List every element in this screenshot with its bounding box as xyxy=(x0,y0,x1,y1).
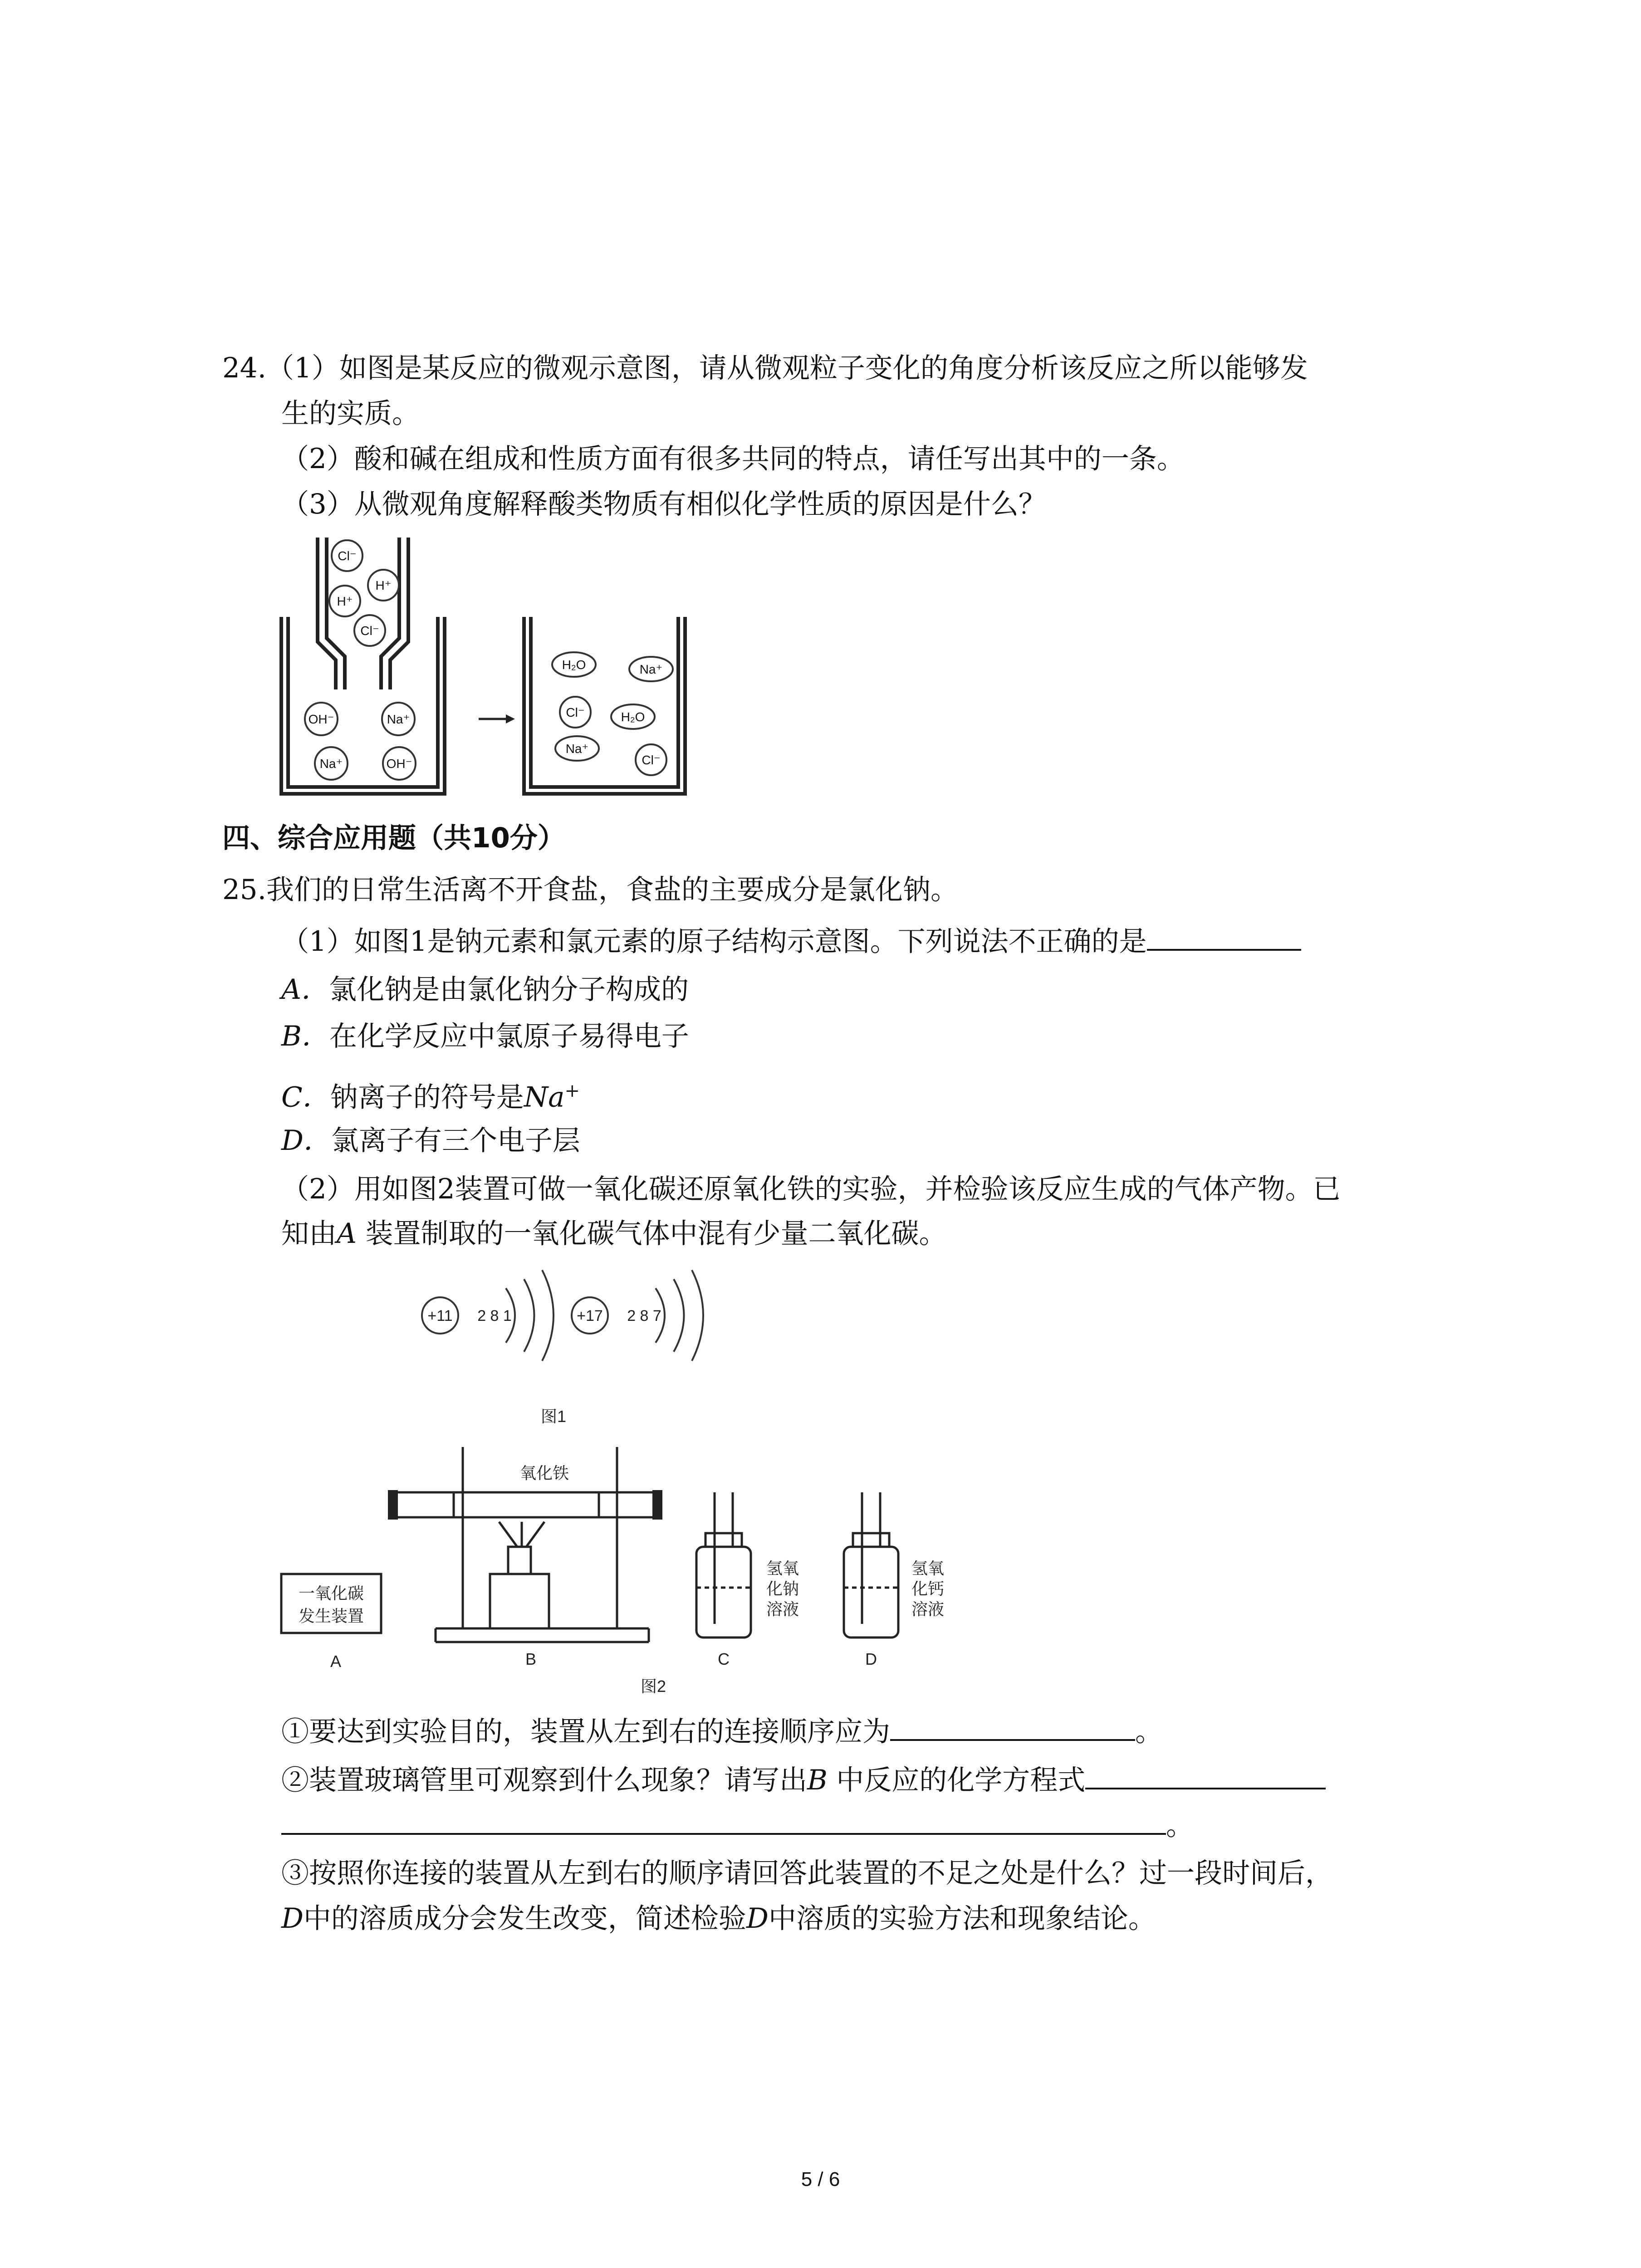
ion-label: Na⁺ xyxy=(319,757,343,771)
text: 装置制取的一氧化碳气体中混有少量二氧化碳。 xyxy=(357,1217,947,1250)
ion-label: Na⁺ xyxy=(387,712,410,726)
option-letter: C． xyxy=(281,1081,330,1114)
formula: Na xyxy=(524,1081,565,1114)
atom-structure-figure xyxy=(399,1252,726,1429)
apparatus-figure xyxy=(272,1438,989,1710)
molecule-label: H₂O xyxy=(621,710,645,724)
answer-blank[interactable] xyxy=(890,1714,1135,1741)
q25-intro: 我们的日常生活离不开食盐，食盐的主要成分是氯化钠。 xyxy=(266,874,959,906)
q24-part2: （2）酸和碱在组成和性质方面有很多共同的特点，请任写出其中的一条。 xyxy=(281,443,1185,475)
option-text: 在化学反应中氯原子易得电子 xyxy=(329,1020,689,1052)
answer-blank[interactable] xyxy=(281,1808,1166,1835)
sub-question-2-cont xyxy=(281,1808,1194,1844)
q25-part1-text: （1）如图1是钠元素和氯元素的原子结构示意图。下列说法不正确的是 xyxy=(281,925,1147,958)
option-a xyxy=(281,972,689,1008)
ion-label: Cl⁻ xyxy=(642,753,661,767)
text: ②装置玻璃管里可观察到什么现象？请写出 xyxy=(281,1764,808,1796)
text: 。 xyxy=(1166,1809,1194,1842)
formula-charge: + xyxy=(564,1080,580,1101)
q25-part2a: （2）用如图2装置可做一氧化碳还原氧化铁的实验，并检验该反应生成的气体产物。已 xyxy=(281,1173,1341,1205)
sub-question-2 xyxy=(281,1762,1326,1799)
d-liquid-2: 化钙 xyxy=(911,1579,945,1598)
text: 中的溶质成分会发生改变，简述检验 xyxy=(303,1902,746,1935)
device-letter: B xyxy=(807,1764,828,1796)
ion-label: H⁺ xyxy=(337,594,353,608)
q24-part1a: （1）如图是某反应的微观示意图，请从微观粒子变化的角度分析该反应之所以能够发 xyxy=(266,352,1308,384)
c-liquid-3: 溶液 xyxy=(766,1600,799,1618)
option-b xyxy=(281,1018,689,1055)
c-liquid-2: 化钠 xyxy=(766,1579,799,1598)
device-letter: A xyxy=(337,1217,357,1250)
d-liquid-1: 氢氧 xyxy=(911,1559,945,1578)
option-letter: D． xyxy=(281,1124,331,1157)
option-d xyxy=(281,1123,580,1159)
q25-line1 xyxy=(222,872,958,908)
q25-number: 25. xyxy=(222,874,267,906)
sub-question-3b xyxy=(281,1901,1156,1937)
ion-label: OH⁻ xyxy=(386,757,412,771)
generator-label-2: 发生装置 xyxy=(298,1607,364,1625)
section-title: 四、综合应用题（共10分） xyxy=(222,822,565,854)
reaction-diagram xyxy=(272,528,726,810)
text: 。 xyxy=(1135,1716,1163,1748)
generator-label-1: 一氧化碳 xyxy=(298,1584,364,1603)
text: ①要达到实验目的，装置从左到右的连接顺序应为 xyxy=(281,1716,891,1748)
option-text: 氯离子有三个电子层 xyxy=(331,1124,580,1157)
option-text: 钠离子的符号是 xyxy=(330,1081,524,1114)
text: 中反应的化学方程式 xyxy=(827,1764,1086,1796)
text: 中溶质的实验方法和现象结论。 xyxy=(768,1902,1156,1935)
ion-label: Na⁺ xyxy=(639,662,663,676)
label-d: D xyxy=(865,1650,877,1668)
cl-shells: 2 8 7 xyxy=(627,1307,661,1325)
q24-part3: （3）从微观角度解释酸类物质有相似化学性质的原因是什么？ xyxy=(281,488,1046,520)
device-letter: D xyxy=(746,1902,769,1935)
q25-part1 xyxy=(281,924,1301,960)
q24-part1b: 生的实质。 xyxy=(281,397,420,430)
ion-label: Cl⁻ xyxy=(360,624,379,638)
na-shells: 2 8 1 xyxy=(477,1307,512,1325)
ion-label: OH⁻ xyxy=(308,712,334,726)
page-number: 5 / 6 xyxy=(801,2168,840,2190)
ion-label: Cl⁻ xyxy=(338,549,357,563)
d-liquid-3: 溶液 xyxy=(911,1600,945,1618)
answer-blank[interactable] xyxy=(1147,924,1301,951)
q24-number: 24. xyxy=(222,352,267,384)
sub-question-1 xyxy=(281,1714,1163,1750)
q24-line1 xyxy=(222,350,1308,386)
device-letter: D xyxy=(281,1902,304,1935)
answer-blank[interactable] xyxy=(1085,1762,1326,1789)
na-nucleus: +11 xyxy=(427,1307,453,1325)
sub-question-3a: ③按照你连接的装置从左到右的顺序请回答此装置的不足之处是什么？过一段时间后， xyxy=(281,1857,1333,1889)
molecule-label: H₂O xyxy=(562,658,586,672)
option-text: 氯化钠是由氯化钠分子构成的 xyxy=(329,973,689,1006)
label-c: C xyxy=(718,1650,730,1668)
label-a: A xyxy=(330,1652,342,1671)
ion-label: Na⁺ xyxy=(565,742,589,756)
text: 知由 xyxy=(281,1217,337,1250)
figure-caption: 图1 xyxy=(540,1407,567,1426)
figure-caption: 图2 xyxy=(640,1677,666,1696)
option-letter: B． xyxy=(281,1020,329,1052)
cl-nucleus: +17 xyxy=(577,1307,603,1325)
option-c xyxy=(281,1073,580,1115)
label-b: B xyxy=(525,1650,537,1668)
c-liquid-1: 氢氧 xyxy=(766,1559,799,1578)
ion-label: Cl⁻ xyxy=(566,705,585,719)
option-letter: A． xyxy=(281,973,329,1006)
ion-label: H⁺ xyxy=(375,578,392,592)
q25-part2b xyxy=(281,1216,946,1252)
oxide-label: 氧化铁 xyxy=(519,1464,569,1482)
